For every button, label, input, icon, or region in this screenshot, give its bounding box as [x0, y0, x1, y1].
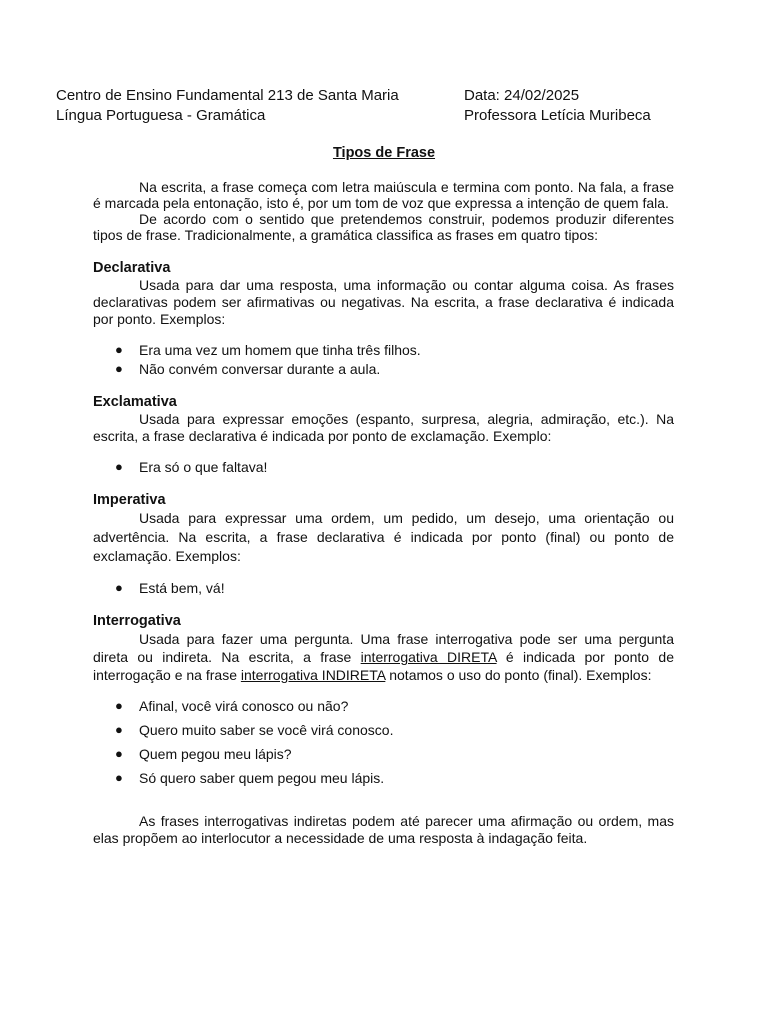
document-header	[56, 86, 696, 126]
list-item: ● Era uma vez um homem que tinha três filhos.	[115, 342, 421, 358]
date-text: Data: 24/02/2025	[464, 87, 580, 104]
exclamativa-examples	[93, 459, 674, 475]
bullet-icon: ●	[115, 722, 123, 737]
interrogativa-paragraph: Usada para fazer uma pergunta. Uma frase interrogativa pode ser uma pergunta direta ou indireta. Na escrita, a frase interrogativa DIRETA é indicada por ponto de interrogação e na frase interrogativa INDIRETA notamos o uso do ponto (final). Exemplos:	[93, 631, 674, 683]
declarativa-paragraph: Usada para dar uma resposta, uma informação ou contar alguma coisa. As frases declarativas podem ser afirmativas ou negativas. Na escrita, a frase declarativa é indicada por ponto. Exemplos:	[93, 277, 674, 327]
declarativa-examples	[93, 342, 674, 377]
section-heading-imperativa: Imperativa	[93, 492, 166, 508]
section-heading-interrogativa: Interrogativa	[93, 613, 181, 629]
interrogativa-indireta-term: interrogativa INDIRETA	[240, 667, 386, 683]
interrogativa-examples	[93, 698, 674, 786]
bullet-icon: ●	[115, 698, 123, 713]
list-item: ● Está bem, vá!	[115, 580, 225, 596]
teacher-name: Professora Letícia Muribeca	[464, 107, 651, 124]
bullet-icon: ●	[115, 746, 123, 761]
school-name: Centro de Ensino Fundamental 213 de Santa Maria	[56, 87, 399, 104]
closing-paragraph: As frases interrogativas indiretas podem até parecer uma afirmação ou ordem, mas elas propõem ao interlocutor a necessidade de uma resposta à indagação feita.	[93, 813, 674, 846]
list-item: ● Só quero saber quem pegou meu lápis.	[115, 770, 385, 786]
list-item: ● Não convém conversar durante a aula.	[115, 361, 381, 377]
bullet-icon: ●	[115, 342, 123, 357]
bullet-icon: ●	[115, 361, 123, 376]
list-item: ● Afinal, você virá conosco ou não?	[115, 698, 349, 714]
list-item: ● Era só o que faltava!	[115, 459, 268, 475]
section-heading-declarativa: Declarativa	[93, 260, 171, 276]
exclamativa-paragraph: Usada para expressar emoções (espanto, surpresa, alegria, admiração, etc.). Na escrita, a frase declarativa é indicada por ponto de exclamação. Exemplo:	[93, 411, 674, 444]
document-title: Tipos de Frase	[332, 145, 436, 161]
bullet-icon: ●	[115, 770, 123, 785]
section-heading-exclamativa: Exclamativa	[93, 394, 177, 410]
subject-name: Língua Portuguesa - Gramática	[56, 107, 266, 124]
list-item: ● Quero muito saber se você virá conosco.	[115, 722, 394, 738]
list-item: ● Quem pegou meu lápis?	[115, 746, 292, 762]
imperativa-examples	[93, 580, 674, 596]
intro-paragraph-2: De acordo com o sentido que pretendemos construir, podemos produzir diferentes tipos de frase. Tradicionalmente, a gramática classifica as frases em quatro tipos:	[93, 211, 674, 243]
intro-paragraph-1: Na escrita, a frase começa com letra maiúscula e termina com ponto. Na fala, a frase é marcada pela entonação, isto é, por um tom de voz que expressa a intenção de quem fala.	[93, 179, 674, 211]
bullet-icon: ●	[115, 580, 123, 595]
interrogativa-direta-term: interrogativa DIRETA	[360, 649, 497, 665]
bullet-icon: ●	[115, 459, 123, 474]
document-body	[93, 179, 674, 847]
imperativa-paragraph: Usada para expressar uma ordem, um pedido, um desejo, uma orientação ou advertência. Na escrita, a frase declarativa é indicada por ponto (final) ou ponto de exclamação. Exemplos:	[93, 510, 674, 564]
